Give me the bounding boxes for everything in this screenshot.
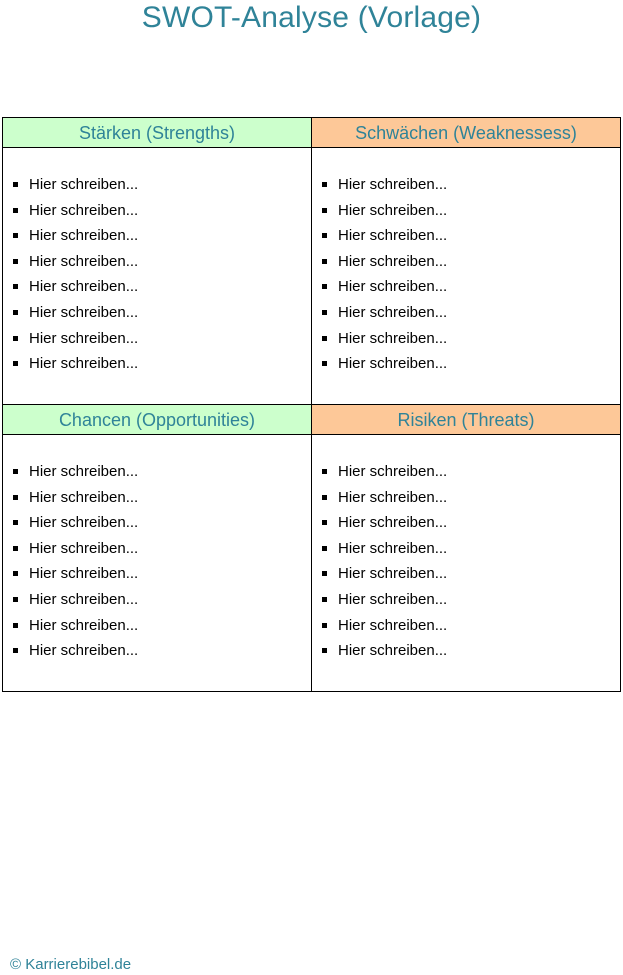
list-item[interactable] [12,510,311,536]
square-bullet-icon [322,495,327,500]
page-title: SWOT-Analyse (Vorlage) [141,1,482,34]
list-item-text: Hier schreiben... [29,329,139,347]
list-item[interactable] [321,613,620,639]
opportunities-list [3,435,311,664]
list-item-text: Hier schreiben... [338,514,448,532]
list-item[interactable] [321,536,620,562]
list-item-text: Hier schreiben... [338,176,448,193]
square-bullet-icon [322,571,327,576]
square-bullet-icon [13,520,18,525]
list-item-text: Hier schreiben... [338,201,448,219]
square-bullet-icon [322,597,327,602]
list-item[interactable] [12,613,311,639]
square-bullet-icon [322,336,327,341]
square-bullet-icon [322,182,327,187]
list-item[interactable] [12,485,311,511]
list-item[interactable] [12,587,311,613]
list-item-text: Hier schreiben... [338,252,448,270]
threats-quadrant [312,405,620,691]
list-item-text: Hier schreiben... [29,227,139,245]
list-item-text: Hier schreiben... [29,565,139,583]
list-item[interactable] [321,587,620,613]
list-item-text: Hier schreiben... [338,642,448,660]
square-bullet-icon [13,182,18,187]
list-item[interactable] [12,300,311,326]
threats-heading: Risiken (Threats) [312,405,620,435]
list-item[interactable] [12,274,311,300]
list-item[interactable] [321,326,620,352]
square-bullet-icon [13,469,18,474]
list-item-text: Hier schreiben... [338,355,448,373]
square-bullet-icon [13,310,18,315]
list-item-text: Hier schreiben... [29,303,139,321]
list-item-text: Hier schreiben... [29,514,139,532]
square-bullet-icon [13,361,18,366]
list-item[interactable] [12,638,311,664]
square-bullet-icon [13,336,18,341]
list-item[interactable] [321,638,620,664]
square-bullet-icon [322,310,327,315]
list-item-text: Hier schreiben... [29,590,139,608]
list-item-text: Hier schreiben... [29,278,139,296]
list-item-text: Hier schreiben... [29,642,139,660]
square-bullet-icon [322,361,327,366]
list-item-text: Hier schreiben... [29,539,139,557]
square-bullet-icon [322,469,327,474]
list-item[interactable] [321,274,620,300]
list-item[interactable] [321,198,620,224]
list-item-text: Hier schreiben... [338,616,448,634]
list-item-text: Hier schreiben... [338,488,448,506]
strengths-quadrant [3,118,312,405]
square-bullet-icon [13,597,18,602]
list-item[interactable] [321,510,620,536]
weaknesses-list [312,148,620,377]
list-item[interactable] [12,172,311,198]
list-item-text: Hier schreiben... [338,463,448,480]
list-item[interactable] [321,561,620,587]
list-item[interactable] [321,300,620,326]
list-item-text: Hier schreiben... [29,488,139,506]
list-item[interactable] [321,459,620,485]
list-item-text: Hier schreiben... [338,590,448,608]
square-bullet-icon [322,546,327,551]
square-bullet-icon [322,259,327,264]
list-item[interactable] [12,223,311,249]
square-bullet-icon [13,233,18,238]
list-item-text: Hier schreiben... [29,616,139,634]
list-item[interactable] [12,351,311,377]
list-item-text: Hier schreiben... [338,565,448,583]
threats-list [312,435,620,664]
square-bullet-icon [13,495,18,500]
square-bullet-icon [13,259,18,264]
square-bullet-icon [13,571,18,576]
opportunities-quadrant [3,405,312,691]
list-item[interactable] [12,561,311,587]
strengths-heading: Stärken (Strengths) [3,118,311,148]
weaknesses-quadrant [312,118,620,405]
weaknesses-heading: Schwächen (Weaknessess) [312,118,620,148]
square-bullet-icon [322,623,327,628]
opportunities-heading: Chancen (Opportunities) [3,405,311,435]
square-bullet-icon [13,546,18,551]
list-item[interactable] [321,172,620,198]
list-item-text: Hier schreiben... [338,539,448,557]
list-item-text: Hier schreiben... [29,463,139,480]
square-bullet-icon [322,208,327,213]
list-item-text: Hier schreiben... [338,278,448,296]
list-item-text: Hier schreiben... [29,201,139,219]
list-item[interactable] [12,326,311,352]
square-bullet-icon [322,284,327,289]
square-bullet-icon [13,208,18,213]
square-bullet-icon [13,623,18,628]
square-bullet-icon [322,520,327,525]
list-item[interactable] [12,536,311,562]
list-item-text: Hier schreiben... [29,176,139,193]
list-item[interactable] [321,351,620,377]
swot-grid [2,117,621,692]
list-item-text: Hier schreiben... [29,252,139,270]
list-item-text: Hier schreiben... [338,303,448,321]
list-item-text: Hier schreiben... [338,329,448,347]
square-bullet-icon [322,648,327,653]
square-bullet-icon [13,284,18,289]
square-bullet-icon [13,648,18,653]
list-item[interactable] [12,249,311,275]
square-bullet-icon [322,233,327,238]
list-item[interactable] [12,198,311,224]
copyright-footer: © Karrierebibel.de [10,956,132,973]
list-item[interactable] [12,459,311,485]
list-item[interactable] [321,223,620,249]
list-item[interactable] [321,249,620,275]
list-item[interactable] [321,485,620,511]
list-item-text: Hier schreiben... [29,355,139,373]
strengths-list [3,148,311,377]
list-item-text: Hier schreiben... [338,227,448,245]
